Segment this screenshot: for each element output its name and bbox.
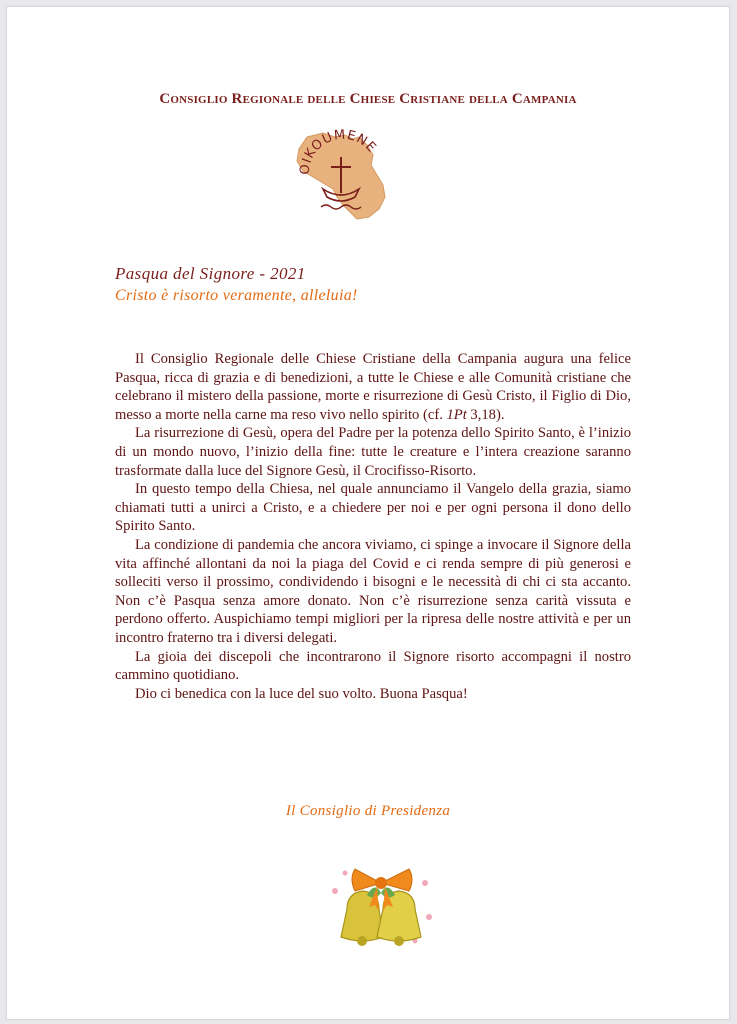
paragraph-3: In questo tempo della Chiesa, nel quale annunciamo il Vangelo della grazia, siamo chiamati tutti a unirci a Cristo, e a chiedere per noi e per ogni persona il dono dello Spirito Santo. <box>115 481 631 535</box>
signature: Il Consiglio di Presidenza <box>285 803 451 819</box>
letter-title: Pasqua del Signore - 2021 <box>115 264 306 283</box>
paragraph-2: La risurrezione di Gesù, opera del Padre per la potenza dello Spirito Santo, è l’inizio di un mondo nuovo, l’inizio della fine: tutte le creature e l’intera creazione saranno trasformate dalla luce del Signore Gesù, il Crocifisso-Risorto. <box>115 425 631 479</box>
scripture-reference: 1Pt <box>446 406 467 423</box>
letter-body <box>115 350 631 703</box>
paragraph-1-end: 3,18). <box>466 406 505 423</box>
council-header: Consiglio Regionale delle Chiese Cristiane della Campania <box>159 91 577 107</box>
paragraph-5: La gioia dei discepoli che incontrarono il Signore risorto accompagni il nostro cammino quotidiano. <box>115 648 631 684</box>
paragraph-1 <box>115 350 631 424</box>
paragraph-1-text: Il Consiglio Regionale delle Chiese Cristiane della Campania augura una felice Pasqua, ricca di grazia e di benedizioni, a tutte le Chiese e alle Comunità cristiane che celebrano il mistero della passione, morte e risurrezione di Gesù Cristo, il Figlio di Dio, messo a morte nella carne ma reso vivo nello spirito (cf. <box>115 351 631 423</box>
logo-text: OIKOUMENE <box>297 127 380 176</box>
letter-subtitle: Cristo è risorto veramente, alleluia! <box>115 287 358 304</box>
paragraph-6: Dio ci benedica con la luce del suo volto. Buona Pasqua! <box>135 685 468 702</box>
letter-page <box>6 6 730 1020</box>
easter-bells-icon <box>325 861 437 957</box>
paragraph-4: La condizione di pandemia che ancora viviamo, ci spinge a invocare il Signore della vita affinché allontani da noi la piaga del Covid e ci renda sempre di più generosi e solleciti verso il prossimo, condividendo i bisogni e le necessità di chi ci sta accanto. Non c’è Pasqua senza amore donato. Non c’è risurrezione senza carità vissuta e perdono offerto. Auspichiamo tempi migliori per la ripresa delle nostre attività e per un incontro fraterno tra i diversi delegati. <box>115 536 631 646</box>
oikoumene-logo-icon <box>293 127 391 223</box>
